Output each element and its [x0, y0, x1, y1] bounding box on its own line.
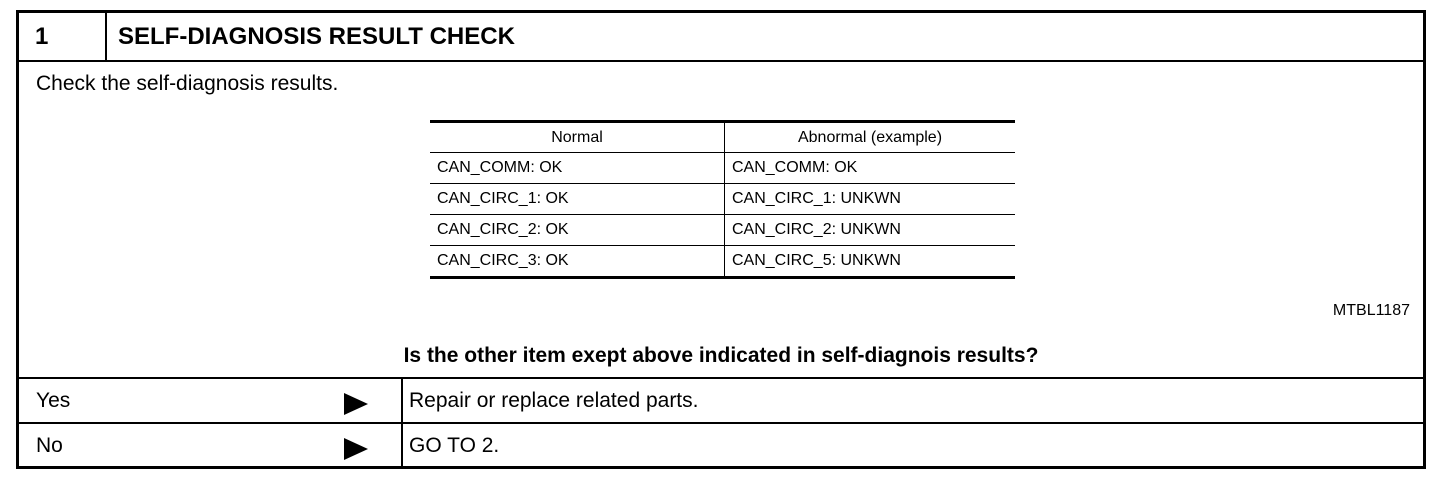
- abnormal-cell: CAN_CIRC_2: UNKWN: [725, 215, 1016, 246]
- answer-action-yes: Repair or replace related parts.: [409, 389, 699, 412]
- abnormal-cell: CAN_CIRC_5: UNKWN: [725, 246, 1016, 278]
- instruction-text: Check the self-diagnosis results.: [36, 72, 339, 95]
- normal-cell: CAN_CIRC_1: OK: [430, 184, 725, 215]
- step-title: SELF-DIAGNOSIS RESULT CHECK: [118, 23, 515, 50]
- header-abnormal: Abnormal (example): [725, 122, 1016, 153]
- step-number: 1: [19, 13, 107, 60]
- arrow-right-icon: [344, 438, 368, 460]
- abnormal-cell: CAN_COMM: OK: [725, 153, 1016, 184]
- answer-row-no: [19, 422, 1423, 467]
- table-header-row: [430, 122, 1015, 153]
- arrow-right-icon: [344, 393, 368, 415]
- table-row: [430, 184, 1015, 215]
- abnormal-cell: CAN_CIRC_1: UNKWN: [725, 184, 1016, 215]
- header-normal: Normal: [430, 122, 725, 153]
- table-row: [430, 246, 1015, 278]
- figure-reference-code: MTBL1187: [1332, 302, 1410, 319]
- normal-cell: CAN_COMM: OK: [430, 153, 725, 184]
- step-header: [19, 13, 1423, 62]
- normal-cell: CAN_CIRC_3: OK: [430, 246, 725, 278]
- answer-row-yes: [19, 377, 1423, 422]
- column-divider: [401, 424, 403, 467]
- column-divider: [401, 379, 403, 422]
- diagnosis-question: Is the other item exept above indicated in self-diagnois results?: [403, 344, 1039, 367]
- diagnosis-step-box: [16, 10, 1426, 469]
- answer-action-no: GO TO 2.: [409, 434, 500, 457]
- self-diagnosis-results-table: [430, 120, 1015, 279]
- normal-cell: CAN_CIRC_2: OK: [430, 215, 725, 246]
- table-row: [430, 215, 1015, 246]
- table-row: [430, 153, 1015, 184]
- answer-label-no: No: [36, 434, 63, 457]
- answer-label-yes: Yes: [36, 389, 71, 412]
